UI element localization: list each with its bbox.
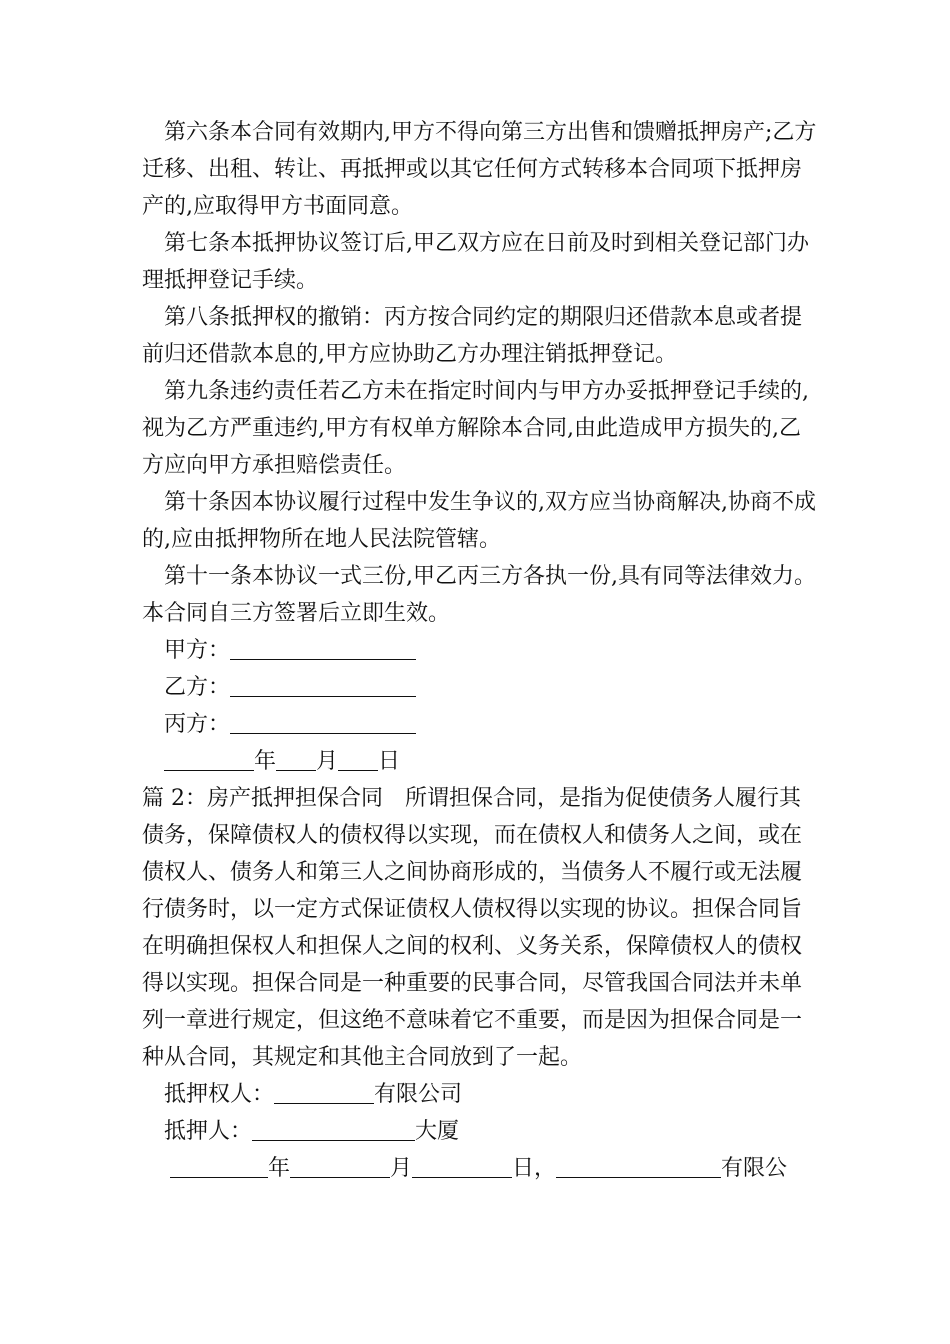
signature-party-a <box>142 632 822 669</box>
clause-10: 第十条因本协议履行过程中发生争议的,双方应当协商解决,协商不成的,应由抵押物所在地人民法院管辖。 <box>142 490 816 552</box>
mortgagee-line <box>142 1076 822 1113</box>
day-blank <box>338 746 378 771</box>
final-year-label: 年 <box>268 1156 291 1181</box>
party-b-blank <box>230 672 416 697</box>
clause-6: 第六条本合同有效期内,甲方不得向第三方出售和馈赠抵押房产;乙方迁移、出租、转让、再抵押或以其它任何方式转移本合同项下抵押房产的,应取得甲方书面同意。 <box>142 120 817 219</box>
party-c-label: 丙方： <box>164 712 231 737</box>
clause-9: 第九条违约责任若乙方未在指定时间内与甲方办妥抵押登记手续的,视为乙方严重违约,甲方有权单方解除本合同,由此造成甲方损失的,乙方应向甲方承担赔偿责任。 <box>142 379 809 478</box>
year-label: 年 <box>254 749 277 774</box>
mortgagee-label: 抵押权人： <box>164 1082 275 1107</box>
mortgagee-suffix: 有限公司 <box>374 1082 463 1107</box>
mortgagor-blank <box>252 1116 415 1141</box>
mortgagee-blank <box>274 1079 374 1104</box>
article-2-intro: 篇 2：房产抵押担保合同 所谓担保合同，是指为促使债务人履行其债务，保障债权人的债权得以实现，而在债权人和债务人之间，或在债权人、债务人和第三人之间协商形成的，当债务人不履行或无法履行债务时，以一定方式保证债权人债权得以实现的协议。担保合同旨在明确担保权人和担保人之间的权利、义务关系，保障债权人的债权得以实现。担保合同是一种重要的民事合同，尽管我国合同法并未单列一章进行规定，但这绝不意味着它不重要，而是因为担保合同是一种从合同，其规定和其他主合同放到了一起。 <box>142 786 803 1070</box>
final-month-label: 月 <box>390 1156 413 1181</box>
signing-date <box>142 743 822 780</box>
year-blank <box>164 746 254 771</box>
month-blank <box>276 746 316 771</box>
signature-party-c <box>142 706 822 743</box>
final-month-blank <box>290 1153 390 1178</box>
signature-party-b <box>142 669 822 706</box>
party-b-label: 乙方： <box>164 675 231 700</box>
final-day-blank <box>412 1153 512 1178</box>
mortgagor-suffix: 大厦 <box>415 1119 460 1144</box>
final-day-label: 日， <box>512 1156 557 1181</box>
month-label: 月 <box>316 749 339 774</box>
final-date-line <box>142 1150 822 1187</box>
party-a-blank <box>230 635 416 660</box>
party-c-blank <box>230 709 416 734</box>
mortgagor-line <box>142 1113 822 1150</box>
final-year-blank <box>170 1153 268 1178</box>
day-label: 日 <box>378 749 401 774</box>
clause-11: 第十一条本协议一式三份,甲乙丙三方各执一份,具有同等法律效力。本合同自三方签署后立即生效。 <box>142 564 816 626</box>
clause-8: 第八条抵押权的撤销：丙方按合同约定的期限归还借款本息或者提前归还借款本息的,甲方应协助乙方办理注销抵押登记。 <box>142 305 803 367</box>
final-suffix: 有限公 <box>721 1156 788 1181</box>
party-a-label: 甲方： <box>164 638 231 663</box>
document-body <box>142 114 822 1187</box>
mortgagor-label: 抵押人： <box>164 1119 253 1144</box>
clause-7: 第七条本抵押协议签订后,甲乙双方应在日前及时到相关登记部门办理抵押登记手续。 <box>142 231 809 293</box>
final-company-blank <box>556 1153 721 1178</box>
